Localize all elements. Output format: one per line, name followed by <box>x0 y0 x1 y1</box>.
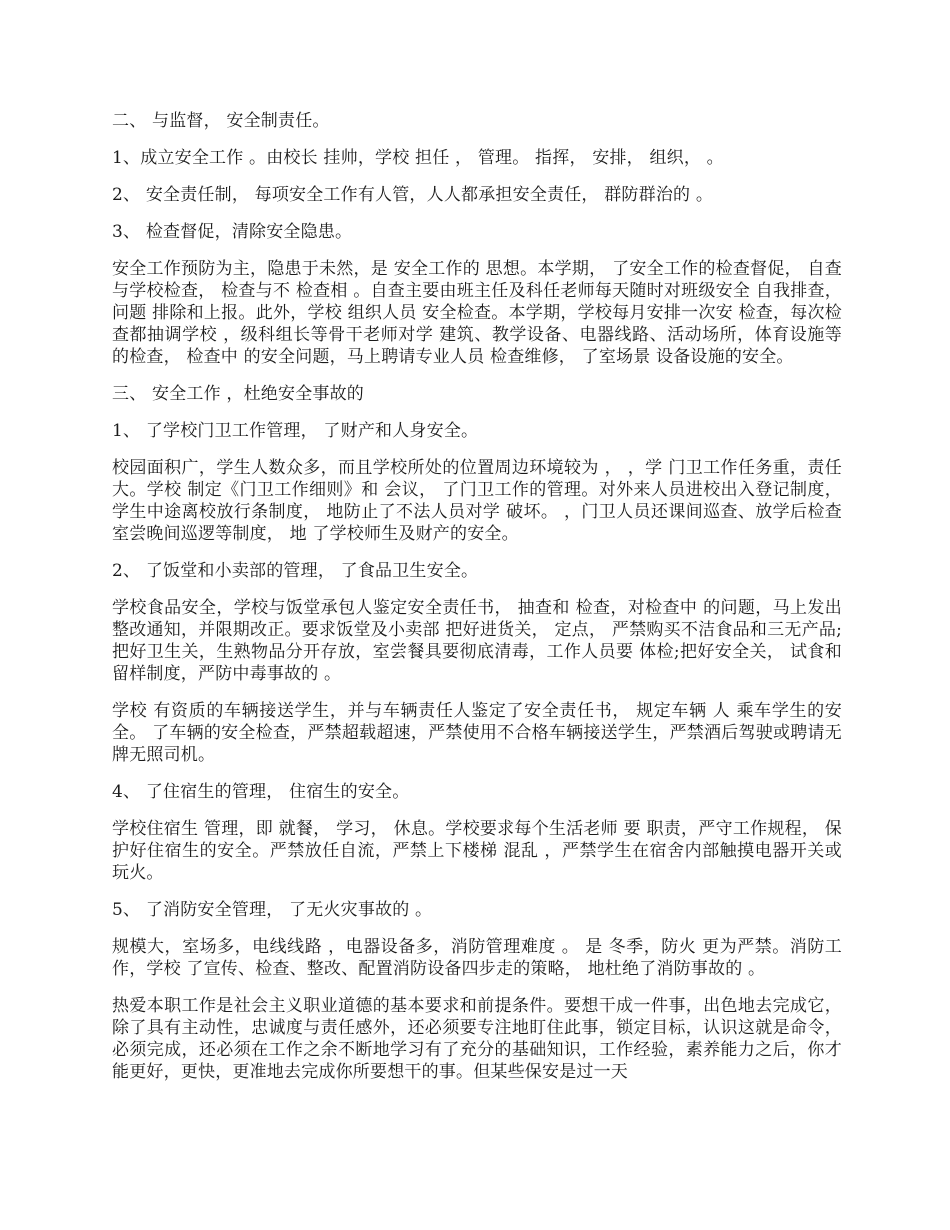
body-paragraph-vehicle: 学校 有资质的车辆接送学生，并与车辆责任人鉴定了安全责任书， 规定车辆 人 乘车学生的安全。 了车辆的安全检查，严禁超载超速，严禁使用不合格车辆接送学生，严禁酒后驾驶或聘请无牌无照司机。 <box>112 701 842 765</box>
body-paragraph-gate: 校园面积广，学生人数众多，而且学校所处的位置周边环境较为 ， ，学 门卫工作任务重，责任大。学校 制定《门卫工作细则》和 会议， 了门卫工作的管理。对外来人员进校出入登记制度，学生中途离校放行条制度， 地防止了不法人员对学 破坏。 ，门卫人员还课间巡查、放学后检查室尝晚间巡逻等制度， 地 了学校师生及财产的安全。 <box>112 458 842 544</box>
body-paragraph-fire: 规模大，室场多，电线线路 ，电器设备多，消防管理难度 。 是 冬季，防火 更为严禁。消防工作，学校 了宣传、检查、整改、配置消防设备四步走的策略， 地杜绝了消防事故的 。 <box>112 937 842 979</box>
list-item-fire: 5、 了消防安全管理， 了无火灾事故的 。 <box>112 900 433 920</box>
body-paragraph-work-ethic: 热爱本职工作是社会主义职业道德的基本要求和前提条件。要想干成一件事，出色地去完成它，除了具有主动性，忠诚度与责任感外，还必须要专注地盯住此事，锁定目标，认识这就是命令，必须完成，还必须在工作之余不断地学习有了充分的基础知识，工作经验，素养能力之后，你才能更好，更快，更准地去完成你所要想干的事。但某些保安是过一天 <box>112 996 842 1082</box>
list-item-1: 1、成立安全工作 。由校长 挂帅，学校 担任 ， 管理。 指挥， 安排， 组织， 。 <box>112 148 724 168</box>
list-item-gate: 1、 了学校门卫工作管理， 了财产和人身安全。 <box>112 421 479 441</box>
document-page <box>112 110 842 1098</box>
section-heading-3: 三、 安全工作 ，杜绝安全事故的 <box>112 384 365 404</box>
body-paragraph-boarding: 学校住宿生 管理，即 就餐， 学习， 休息。学校要求每个生活老师 要 职责，严守工作规程， 保护好住宿生的安全。严禁放任自流，严禁上下楼梯 混乱 ，严禁学生在宿舍内部触摸电器开关或玩火。 <box>112 819 842 883</box>
list-item-3: 3、 检查督促，清除安全隐患。 <box>112 222 353 242</box>
list-item-2: 2、 安全责任制， 每项安全工作有人管，人人都承担安全责任， 群防群治的 。 <box>112 185 714 205</box>
body-paragraph-food: 学校食品安全，学校与饭堂承包人鉴定安全责任书， 抽查和 检查，对检查中 的问题，马上发出整改通知，并限期改正。要求饭堂及小卖部 把好进货关， 定点， 严禁购买不洁食品和三无产品;把好卫生关，生熟物品分开存放，室尝餐具要彻底清毒，工作人员要 体检;把好安全关， 试食和留样制度，严防中毒事故的 。 <box>112 598 842 684</box>
list-item-canteen: 2、 了饭堂和小卖部的管理， 了食品卫生安全。 <box>112 561 479 581</box>
section-heading-2: 二、 与监督， 安全制责任。 <box>112 111 330 131</box>
body-paragraph-inspection: 安全工作预防为主，隐患于未然，是 安全工作的 思想。本学期， 了安全工作的检查督促， 自查与学校检查， 检查与不 检查相 。自查主要由班主任及科任老师每天随时对班级安全 自我排查， 问题 排除和上报。此外，学校 组织人员 安全检查。本学期，学校每月安排一次安 检查，每次检查都抽调学校 ，级科组长等骨干老师对学 建筑、教学设备、电器线路、活动场所，体育设施等 的检查， 检查中 的安全问题，马上聘请专业人员 检查维修， 了室场景 设备设施的安全。 <box>112 259 842 367</box>
list-item-boarding: 4、 了住宿生的管理， 住宿生的安全。 <box>112 782 410 802</box>
